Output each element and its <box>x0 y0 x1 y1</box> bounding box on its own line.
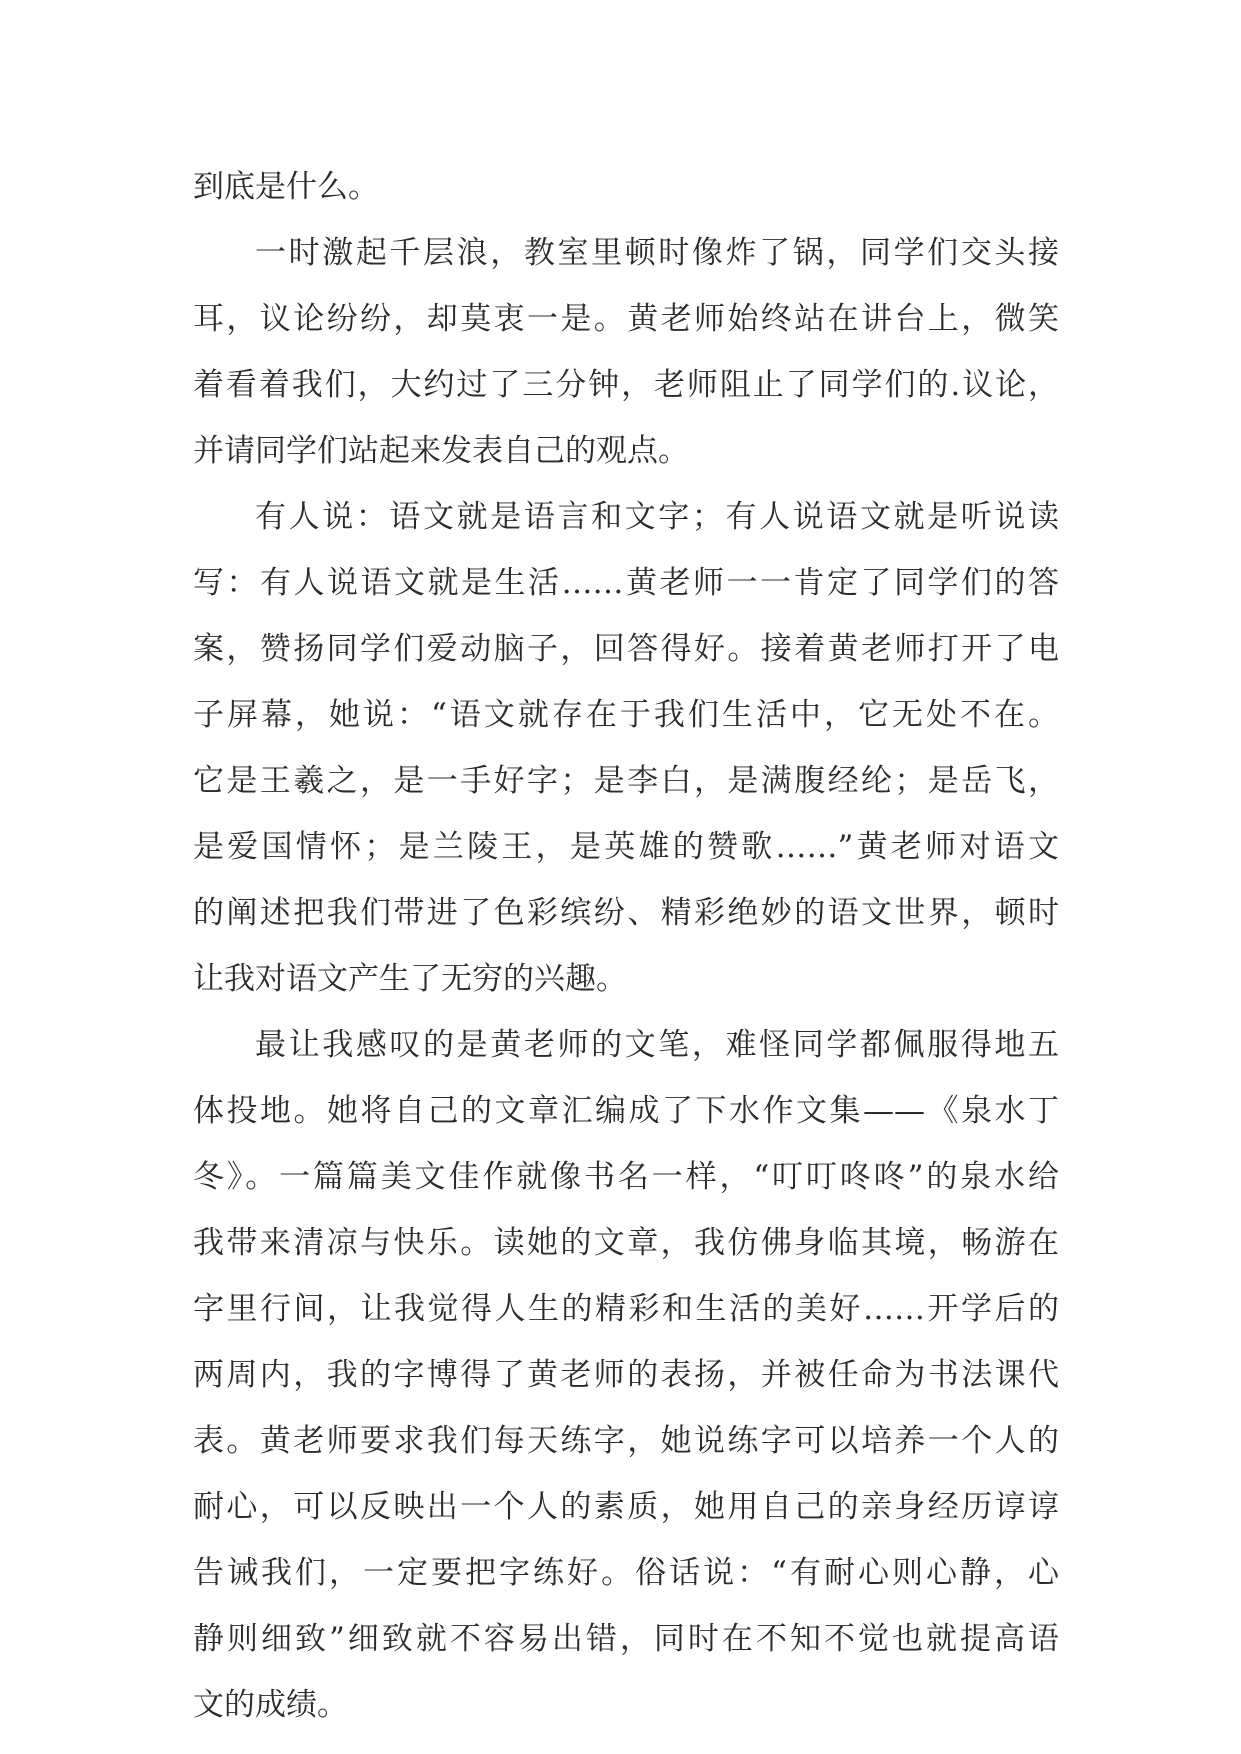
paragraph-line: 到底是什么。 <box>193 169 379 205</box>
paragraph-line: 两周内，我的字博得了黄老师的表扬，并被任命为书法课代 <box>193 1357 1059 1393</box>
paragraph-line: 耳，议论纷纷，却莫衷一是。黄老师始终站在讲台上，微笑 <box>193 301 1059 337</box>
paragraph-line: 并请同学们站起来发表自己的观点。 <box>193 433 689 469</box>
paragraph-line: 静则细致”细致就不容易出错，同时在不知不觉也就提高语 <box>193 1621 1059 1657</box>
paragraph-line: 文的成绩。 <box>193 1687 348 1723</box>
paragraph-line: 是爱国情怀；是兰陵王，是英雄的赞歌……”黄老师对语文 <box>193 829 1059 865</box>
paragraph-line: 一时激起千层浪，教室里顿时像炸了锅，同学们交头接 <box>255 235 1059 271</box>
paragraph-line: 着看着我们，大约过了三分钟，老师阻止了同学们的.议论， <box>193 367 1059 403</box>
paragraph-line: 耐心，可以反映出一个人的素质，她用自己的亲身经历谆谆 <box>193 1489 1059 1525</box>
paragraph-line: 告诫我们，一定要把字练好。俗话说：“有耐心则心静，心 <box>193 1555 1059 1591</box>
body-text <box>193 154 1059 1738</box>
paragraph-line: 的阐述把我们带进了色彩缤纷、精彩绝妙的语文世界，顿时 <box>193 895 1059 931</box>
paragraph-line: 最让我感叹的是黄老师的文笔，难怪同学都佩服得地五 <box>255 1027 1059 1063</box>
paragraph-line: 冬》。一篇篇美文佳作就像书名一样，“叮叮咚咚”的泉水给 <box>193 1159 1059 1195</box>
paragraph-line: 有人说：语文就是语言和文字；有人说语文就是听说读 <box>255 499 1059 535</box>
paragraph-line: 它是王羲之，是一手好字；是李白，是满腹经纶；是岳飞， <box>193 763 1059 799</box>
paragraph-line: 字里行间，让我觉得人生的精彩和生活的美好……开学后的 <box>193 1291 1059 1327</box>
paragraph-line: 案，赞扬同学们爱动脑子，回答得好。接着黄老师打开了电 <box>193 631 1059 667</box>
paragraph-line: 表。黄老师要求我们每天练字，她说练字可以培养一个人的 <box>193 1423 1059 1459</box>
paragraph-line: 体投地。她将自己的文章汇编成了下水作文集——《泉水丁 <box>193 1093 1059 1129</box>
paragraph-line: 让我对语文产生了无穷的兴趣。 <box>193 961 627 997</box>
paragraph-line: 写：有人说语文就是生活……黄老师一一肯定了同学们的答 <box>193 565 1059 601</box>
paragraph-line: 子屏幕，她说：“语文就存在于我们生活中，它无处不在。 <box>193 697 1059 733</box>
paragraph-line: 我带来清凉与快乐。读她的文章，我仿佛身临其境，畅游在 <box>193 1225 1059 1261</box>
